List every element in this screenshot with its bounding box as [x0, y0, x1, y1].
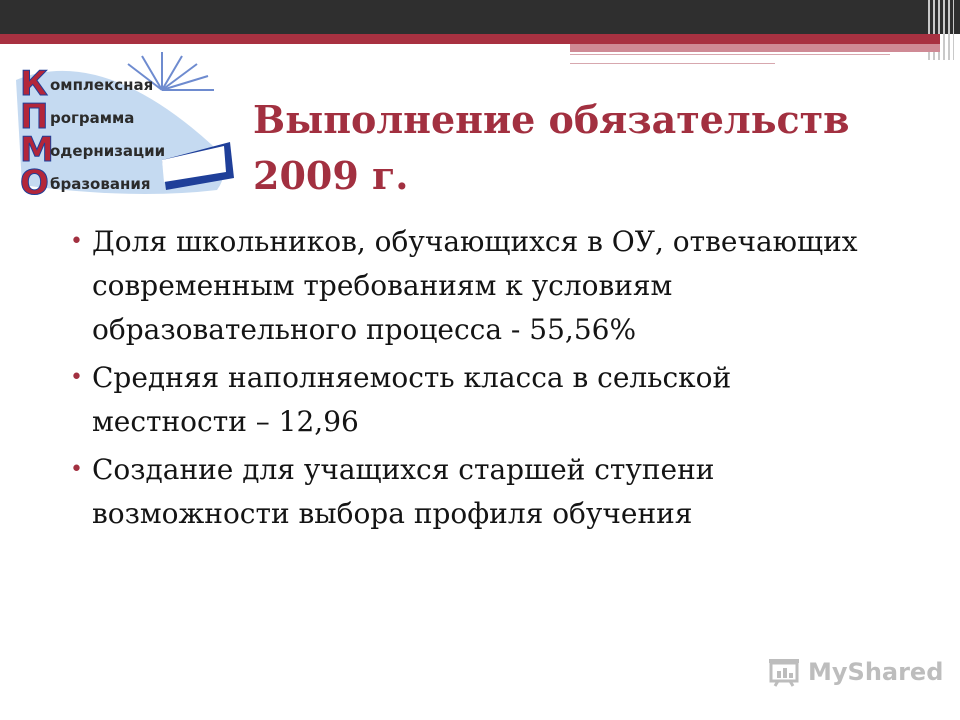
kpmo-logo [12, 50, 242, 200]
logo-word: бразования [50, 175, 151, 193]
watermark-text: MyShared [808, 658, 944, 686]
logo-letter: О [20, 163, 49, 200]
red-accent-bar [570, 44, 940, 52]
logo-word: омплексная [50, 76, 154, 94]
bullet-item: • Средняя наполняемость класса в сельской местности – 12,96 [70, 356, 890, 444]
top-red-bar [0, 34, 940, 44]
logo-word: рограмма [50, 109, 135, 127]
logo-word: одернизации [50, 142, 166, 160]
logo-letter: М [20, 130, 54, 170]
logo-letter: К [20, 64, 48, 104]
slide-title-line: Выполнение обязательств [253, 97, 850, 142]
top-dark-bar [0, 0, 960, 34]
decor-line [570, 63, 775, 64]
logo-letter: П [20, 97, 49, 137]
presentation-icon [768, 657, 802, 687]
myshared-watermark [768, 652, 943, 692]
slide-title-line: 2009 г. [253, 153, 409, 198]
bullet-item: • Создание для учащихся старшей ступени возможности выбора профиля обучения [70, 448, 890, 536]
bullet-item: • Доля школьников, обучающихся в ОУ, отвечающих современным требованиям к условиям образовательного процесса - 55,56% [70, 220, 890, 352]
decor-line [570, 54, 890, 55]
bullet-list [70, 220, 890, 540]
slide-title [253, 92, 953, 204]
